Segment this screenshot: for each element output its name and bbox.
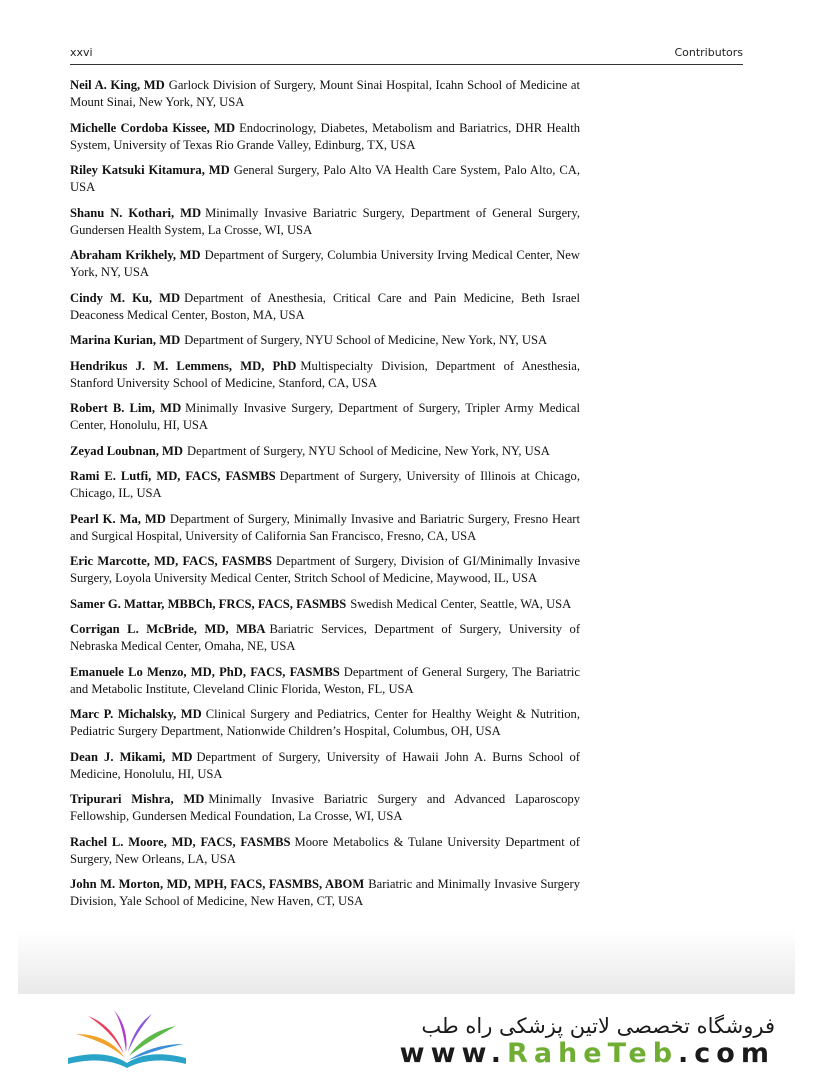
contributor-entry: [70, 247, 580, 281]
open-book-logo-icon: [62, 1008, 192, 1070]
contributor-name: Dean J. Mikami, MD: [70, 749, 193, 764]
contributor-name: John M. Morton, MD, MPH, FACS, FASMBS, ABOM: [70, 877, 365, 891]
contributor-name: Shanu N. Kothari, MD: [70, 205, 202, 220]
page-bottom-shadow: [18, 930, 795, 994]
contributor-name: Samer G. Mattar, MBBCh, FRCS, FACS, FASMBS: [70, 596, 347, 611]
url-prefix: www.: [399, 1038, 508, 1069]
contributor-entry: [70, 706, 580, 740]
contributor-name: Marc P. Michalsky, MD: [70, 707, 202, 721]
contributor-affiliation: General Surgery, Palo Alto VA Health Care System, Palo Alto, CA, USA: [70, 163, 580, 194]
contributor-name: Tripurari Mishra, MD: [70, 792, 205, 806]
contributor-affiliation: Multispecialty Division, Department of Anesthesia, Stanford University School of Medicine, Stanford, CA, USA: [70, 358, 580, 390]
shop-url: [400, 1038, 775, 1069]
contributor-affiliation: Department of Surgery, NYU School of Medicine, New York, NY, USA: [184, 333, 548, 347]
contributor-name: Rami E. Lutfi, MD, FACS, FASMBS: [70, 469, 276, 483]
contributors-list: [70, 77, 580, 919]
contributor-name: Pearl K. Ma, MD: [70, 511, 166, 526]
contributor-entry: [70, 468, 580, 502]
contributor-name: Michelle Cordoba Kissee, MD: [70, 120, 236, 135]
page-header: [70, 46, 743, 65]
contributor-entry: [70, 511, 580, 545]
contributor-name: Cindy M. Ku, MD: [70, 290, 181, 305]
contributor-affiliation: Department of General Surgery, The Bariatric and Metabolic Institute, Cleveland Clinic Florida, Weston, FL, USA: [70, 664, 581, 696]
contributor-affiliation: Clinical Surgery and Pediatrics, Center for Healthy Weight & Nutrition, Pediatric Surgery Department, Nationwide Children’s Hospital, Columbus, OH, USA: [70, 707, 580, 738]
running-title: Contributors: [674, 46, 743, 59]
contributor-entry: [70, 77, 580, 111]
contributor-name: Neil A. King, MD: [70, 78, 165, 92]
page-number: xxvi: [70, 46, 93, 59]
contributor-entry: [70, 400, 580, 434]
contributor-affiliation: Minimally Invasive Bariatric Surgery, Department of General Surgery, Gundersen Health System, La Crosse, WI, USA: [70, 205, 580, 237]
contributor-name: Robert B. Lim, MD: [70, 401, 182, 415]
contributor-affiliation: Department of Anesthesia, Critical Care and Pain Medicine, Beth Israel Deaconess Medical Center, Boston, MA, USA: [70, 290, 580, 322]
contributor-affiliation: Endocrinology, Diabetes, Metabolism and Bariatrics, DHR Health System, University of Texas Rio Grande Valley, Edinburg, TX, USA: [70, 120, 581, 152]
contributor-entry: [70, 834, 580, 868]
contributor-entry: [70, 664, 580, 698]
contributor-entry: [70, 553, 580, 587]
contributor-affiliation: Department of Surgery, Division of GI/Minimally Invasive Surgery, Loyola University Medical Center, Stritch School of Medicine, Maywood, IL, USA: [70, 554, 580, 585]
contributor-name: Abraham Krikhely, MD: [70, 248, 201, 262]
shop-title: فروشگاه تخصصی لاتین پزشکی راه طب: [421, 1014, 775, 1038]
contributor-entry: [70, 332, 580, 349]
contributor-affiliation: Minimally Invasive Bariatric Surgery and Advanced Laparoscopy Fellowship, Gundersen Medical Foundation, La Crosse, WI, USA: [70, 792, 580, 823]
contributor-name: Emanuele Lo Menzo, MD, PhD, FACS, FASMBS: [70, 664, 340, 679]
contributor-entry: [70, 876, 580, 910]
url-suffix: .com: [678, 1038, 775, 1069]
contributor-entry: [70, 791, 580, 825]
contributor-name: Hendrikus J. M. Lemmens, MD, PhD: [70, 358, 297, 373]
contributor-name: Eric Marcotte, MD, FACS, FASMBS: [70, 554, 273, 568]
contributor-name: Riley Katsuki Kitamura, MD: [70, 163, 230, 177]
contributor-name: Marina Kurian, MD: [70, 333, 181, 347]
contributor-entry: [70, 749, 580, 783]
contributor-affiliation: Minimally Invasive Surgery, Department of Surgery, Tripler Army Medical Center, Honolulu, HI, USA: [70, 401, 580, 432]
contributor-affiliation: Department of Surgery, Columbia University Irving Medical Center, New York, NY, USA: [70, 248, 580, 279]
contributor-entry: [70, 358, 580, 392]
contributor-name: Corrigan L. McBride, MD, MBA: [70, 622, 266, 636]
contributor-affiliation: Swedish Medical Center, Seattle, WA, USA: [350, 596, 572, 611]
contributor-affiliation: Bariatric Services, Department of Surgery, University of Nebraska Medical Center, Omaha, NE, USA: [70, 622, 581, 653]
contributor-entry: [70, 596, 580, 613]
contributor-affiliation: Garlock Division of Surgery, Mount Sinai Hospital, Icahn School of Medicine at Mount Sinai, New York, NY, USA: [70, 78, 581, 109]
contributor-entry: [70, 205, 580, 239]
contributor-entry: [70, 162, 580, 196]
contributor-affiliation: Department of Surgery, University of Hawaii John A. Burns School of Medicine, Honolulu, HI, USA: [70, 749, 580, 781]
contributor-affiliation: Bariatric and Minimally Invasive Surgery Division, Yale School of Medicine, New Haven, CT, USA: [70, 877, 581, 908]
contributor-entry: [70, 290, 580, 324]
contributor-entry: [70, 443, 580, 460]
url-brand: RaheTeb: [507, 1038, 679, 1069]
contributor-affiliation: Department of Surgery, Minimally Invasive and Bariatric Surgery, Fresno Heart and Surgical Hospital, University of California San Francisco, Fresno, CA, USA: [70, 511, 580, 543]
watermark-footer: [18, 994, 795, 1080]
contributor-entry: [70, 120, 580, 154]
contributor-name: Rachel L. Moore, MD, FACS, FASMBS: [70, 834, 291, 849]
contributor-affiliation: Department of Surgery, University of Illinois at Chicago, Chicago, IL, USA: [70, 469, 580, 500]
contributor-name: Zeyad Loubnan, MD: [70, 443, 184, 458]
contributor-entry: [70, 621, 580, 655]
contributor-affiliation: Department of Surgery, NYU School of Medicine, New York, NY, USA: [187, 443, 550, 458]
contributor-affiliation: Moore Metabolics & Tulane University Department of Surgery, New Orleans, LA, USA: [70, 834, 580, 866]
